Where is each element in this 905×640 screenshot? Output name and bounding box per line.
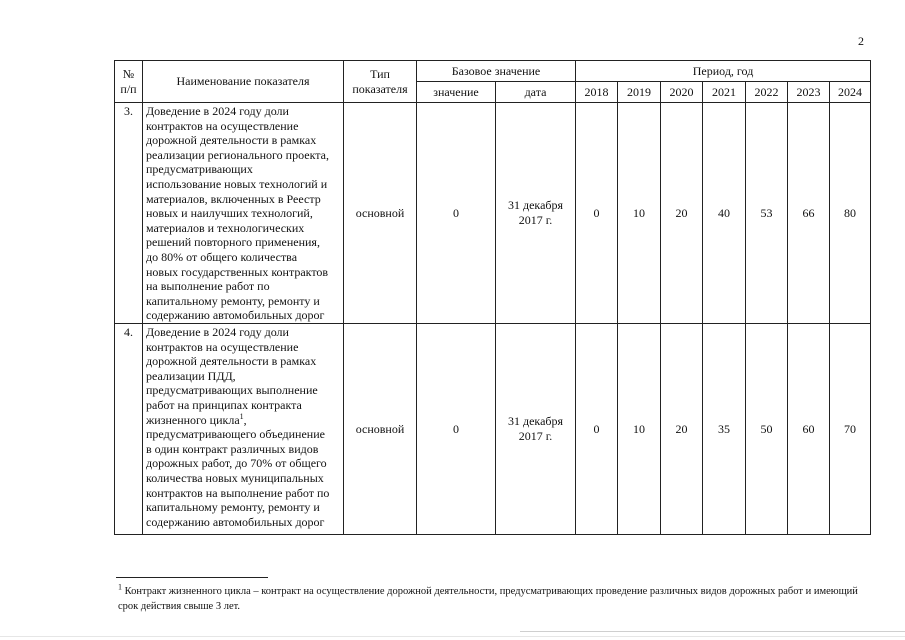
name-line: содержанию автомобильных дорог: [146, 514, 325, 529]
name-line: дорожной деятельности в рамках: [146, 133, 317, 148]
header-name: Наименование показателя: [143, 61, 344, 103]
name-line: предусматривающих выполнение: [146, 383, 318, 398]
header-year: 2023: [788, 82, 830, 103]
footnote: [118, 584, 858, 614]
year-value: 10: [618, 103, 661, 324]
name-line: предусматривающего объединение: [146, 427, 325, 442]
base-date: 31 декабря 2017 г.: [496, 103, 576, 324]
indicator-type: основной: [344, 324, 417, 535]
header-year: 2019: [618, 82, 661, 103]
name-line: капитальному ремонту, ремонту и: [146, 293, 320, 308]
row-number: 3.: [115, 103, 143, 324]
name-line: количества новых муниципальных: [146, 470, 324, 485]
year-value: 0: [576, 324, 618, 535]
footnote-ref-suffix: ,: [243, 412, 247, 427]
name-line: Доведение в 2024 году доли: [146, 325, 289, 339]
year-value: 35: [703, 324, 746, 535]
name-line: в один контракт различных видов: [146, 441, 319, 456]
base-value: 0: [417, 324, 496, 535]
header-year: 2020: [661, 82, 703, 103]
header-type: Тип показателя: [344, 61, 417, 103]
name-line: содержанию автомобильных дорог: [146, 308, 325, 323]
year-value: 50: [746, 324, 788, 535]
name-line: реализации регионального проекта,: [146, 147, 329, 162]
header-base-value: значение: [417, 82, 496, 103]
year-value: 0: [576, 103, 618, 324]
year-value: 10: [618, 324, 661, 535]
indicators-table: [114, 60, 871, 535]
year-value: 40: [703, 103, 746, 324]
footnote-separator: [116, 577, 268, 578]
name-line: контрактов на осуществление: [146, 118, 299, 133]
table-row: [115, 324, 871, 535]
footnote-marker: 1: [118, 582, 122, 592]
header-base: Базовое значение: [417, 61, 576, 82]
header-year: 2021: [703, 82, 746, 103]
name-line: использование новых технологий и: [146, 176, 328, 191]
name-line: предусматривающих: [146, 162, 253, 177]
year-value: 20: [661, 103, 703, 324]
name-line: капитальному ремонту, ремонту и: [146, 500, 320, 515]
name-line: решений повторного применения,: [146, 235, 320, 250]
year-value: 70: [830, 324, 871, 535]
indicator-name: [143, 103, 344, 324]
base-value: 0: [417, 103, 496, 324]
scan-artifact-line: [0, 636, 905, 637]
header-year: 2024: [830, 82, 871, 103]
footnote-text: Контракт жизненного цикла – контракт на осуществление дорожной деятельности, предусматривающих проведение различных видов дорожных работ и имеющий срок действия свыше 3 лет.: [118, 586, 858, 612]
row-number: 4.: [115, 324, 143, 535]
name-line: дорожных работ, до 70% от общего: [146, 456, 327, 471]
name-line: новых и наилучших технологий,: [146, 206, 313, 221]
name-line: работ на принципах контракта: [146, 397, 302, 412]
header-year: 2018: [576, 82, 618, 103]
scan-artifact-line: [520, 631, 905, 632]
name-line: новых государственных контрактов: [146, 264, 329, 279]
header-base-date: дата: [496, 82, 576, 103]
year-value: 60: [788, 324, 830, 535]
name-line: дорожной деятельности в рамках: [146, 354, 317, 369]
footnote-ref: 1: [239, 411, 244, 421]
name-line-text: жизненного цикла: [146, 412, 240, 427]
header-year: 2022: [746, 82, 788, 103]
year-value: 20: [661, 324, 703, 535]
name-line: на выполнение работ по: [146, 279, 270, 294]
indicator-name: [143, 324, 344, 535]
year-value: 66: [788, 103, 830, 324]
year-value: 80: [830, 103, 871, 324]
base-date: 31 декабря 2017 г.: [496, 324, 576, 535]
name-line: до 80% от общего количества: [146, 249, 298, 264]
name-line: материалов и технологических: [146, 220, 305, 235]
indicator-type: основной: [344, 103, 417, 324]
name-line: Доведение в 2024 году доли: [146, 104, 289, 118]
name-line: контрактов на выполнение работ по: [146, 485, 330, 500]
year-value: 53: [746, 103, 788, 324]
header-num: № п/п: [115, 61, 143, 103]
name-line: реализации ПДД,: [146, 368, 236, 383]
name-line: контрактов на осуществление: [146, 339, 299, 354]
page-number: 2: [858, 34, 864, 48]
name-line: материалов, включенных в Реестр: [146, 191, 321, 206]
table-row: [115, 103, 871, 324]
name-line: [146, 413, 341, 428]
header-period: Период, год: [576, 61, 871, 82]
